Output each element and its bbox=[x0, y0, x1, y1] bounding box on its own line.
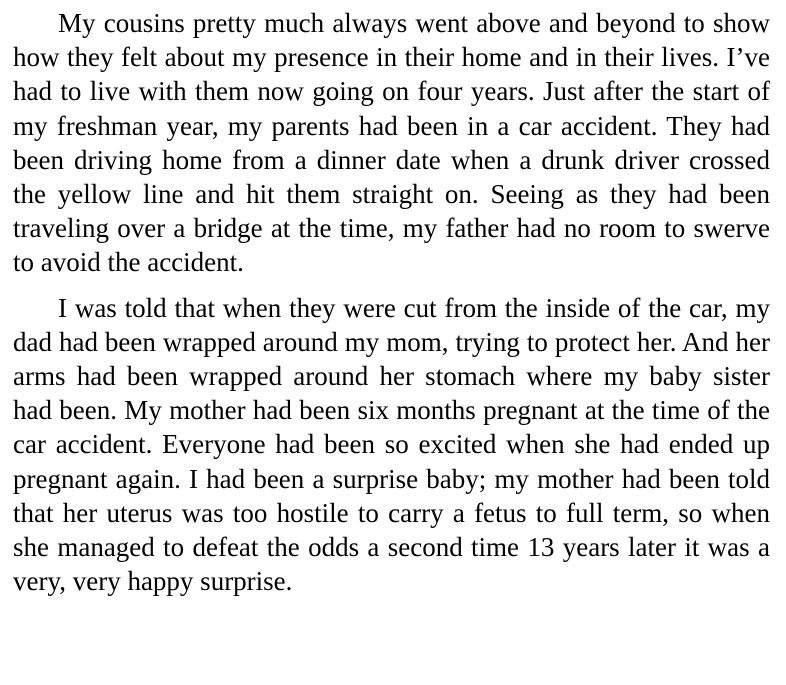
paragraph-1: My cousins pretty much always went above and beyond to show how they felt about my presence in their home and in their lives. I’ve had to live with them now going on four years. Just after the start of my freshman year, my parents had been in a car accident. They had been driving home from a dinner date when a drunk driver crossed the yellow line and hit them straight on. Seeing as they had been traveling over a bridge at the time, my father had no room to swerve to avoid the accident. bbox=[13, 8, 770, 278]
paragraph-2: I was told that when they were cut from the inside of the car, my dad had been wrapped around my mom, trying to protect her. And her arms had been wrapped around her stomach where my baby sister had been. My mother had been six months pregnant at the time of the car accident. Everyone had been so excited when she had ended up pregnant again. I had been a surprise baby; my mother had been told that her uterus was too hostile to carry a fetus to full term, so when she managed to defeat the odds a second time 13 years later it was a very, very happy surprise. bbox=[13, 292, 770, 597]
